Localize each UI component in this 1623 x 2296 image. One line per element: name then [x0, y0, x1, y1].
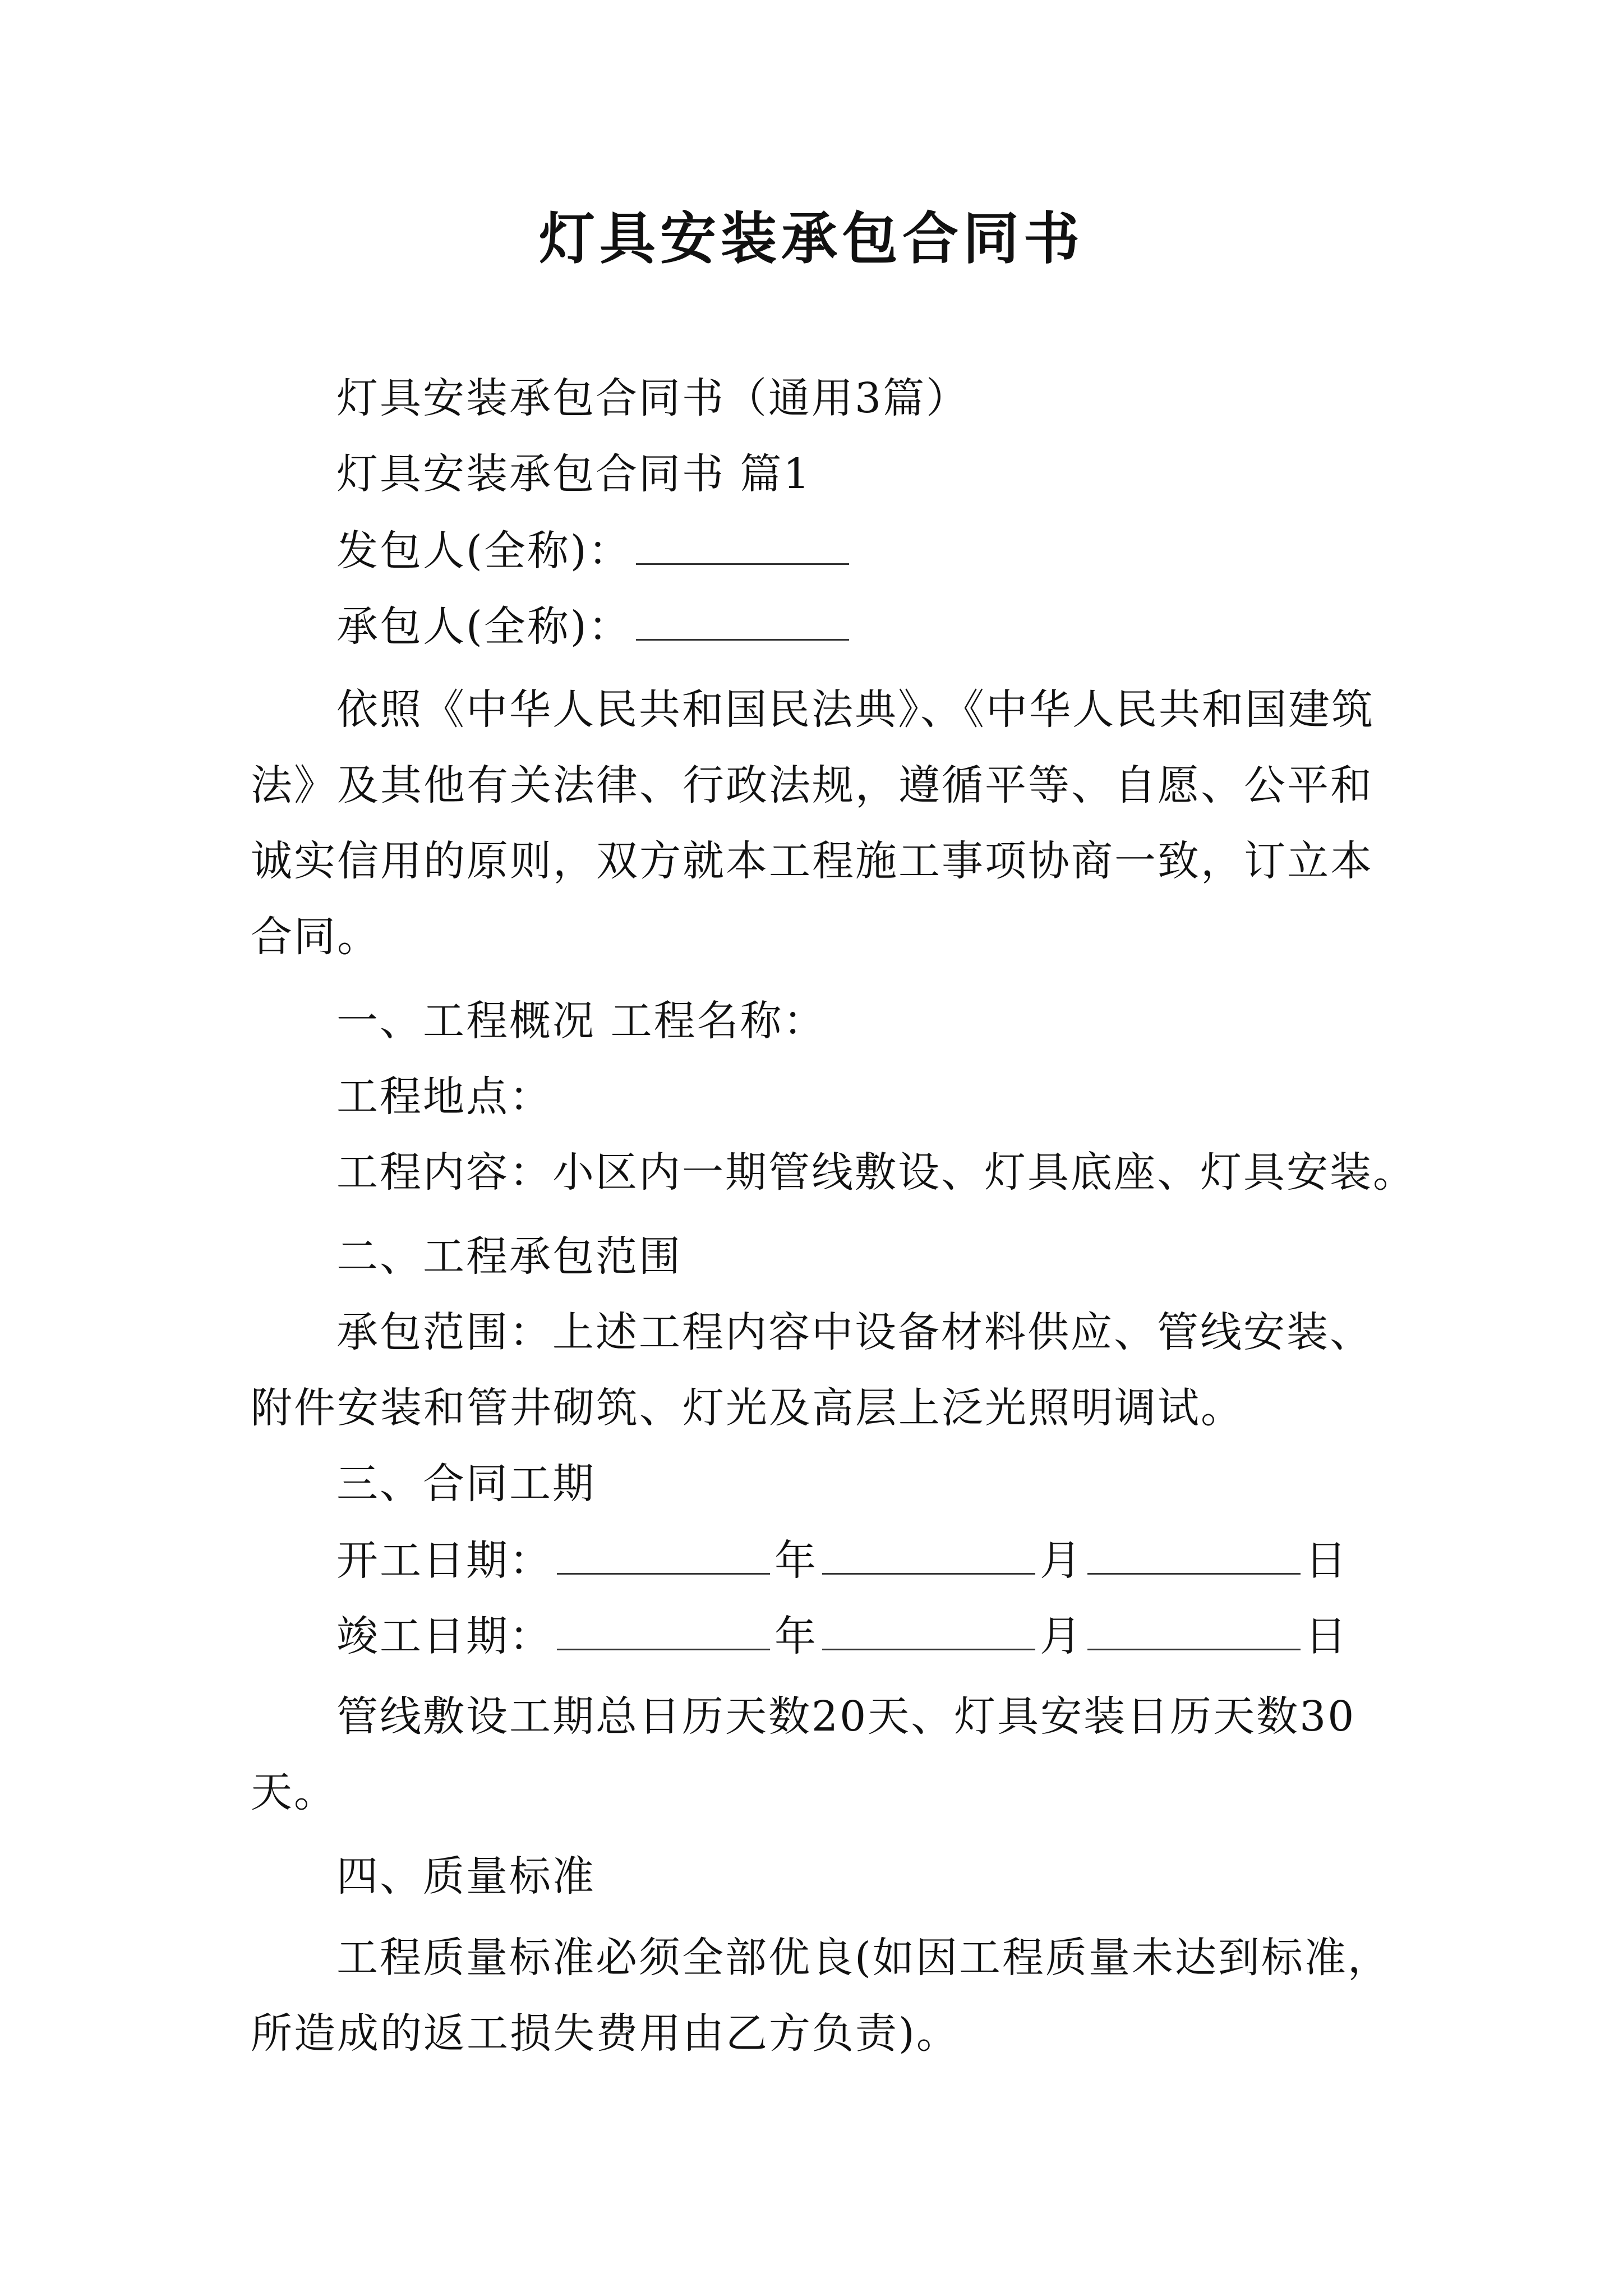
preamble-line: 依照《中华人民共和国民法典》、《中华人民共和国建筑 — [336, 685, 1375, 734]
section-4-heading: 四、质量标准 — [336, 1852, 596, 1901]
end-date-line — [336, 1607, 1348, 1664]
start-year-blank — [557, 1531, 770, 1575]
end-year-blank — [557, 1607, 770, 1650]
party-a-label: 发包人(全称)： — [336, 527, 631, 575]
section-2-heading: 二、工程承包范围 — [336, 1232, 682, 1281]
party-b-line — [336, 597, 854, 655]
year-unit: 年 — [774, 1536, 818, 1585]
start-date-line — [336, 1531, 1348, 1589]
duration-line: 管线敷设工期总日历天数20天、灯具安装日历天数30 — [336, 1692, 1356, 1741]
duration-line: 天。 — [251, 1768, 337, 1816]
party-a-line — [336, 522, 854, 579]
document-subtitle: 灯具安装承包合同书（通用3篇） — [336, 374, 970, 422]
document-title: 灯具安装承包合同书 — [539, 205, 1084, 272]
month-unit: 月 — [1040, 1536, 1083, 1585]
start-month-blank — [822, 1531, 1035, 1575]
start-day-blank — [1087, 1531, 1301, 1575]
party-b-label: 承包人(全称)： — [336, 602, 631, 651]
party-b-blank — [636, 597, 849, 641]
party-a-blank — [636, 522, 849, 565]
scope-line: 附件安装和管井砌筑、灯光及高层上泛光照明调试。 — [251, 1384, 1244, 1432]
scope-line: 承包范围：上述工程内容中设备材料供应、管线安装、 — [336, 1308, 1373, 1356]
part-heading: 灯具安装承包合同书 篇1 — [336, 450, 811, 498]
preamble-line: 诚实信用的原则，双方就本工程施工事项协商一致，订立本 — [251, 837, 1373, 885]
preamble-line: 合同。 — [251, 913, 380, 961]
end-month-blank — [822, 1607, 1035, 1650]
month-unit: 月 — [1040, 1612, 1083, 1660]
quality-line: 工程质量标准必须全部优良(如因工程质量未达到标准， — [336, 1934, 1391, 1982]
end-date-label: 竣工日期： — [336, 1612, 552, 1660]
project-location: 工程地点： — [336, 1073, 552, 1121]
day-unit: 日 — [1305, 1612, 1348, 1660]
year-unit: 年 — [774, 1612, 818, 1660]
end-day-blank — [1087, 1607, 1301, 1650]
project-content: 工程内容：小区内一期管线敷设、灯具底座、灯具安装。 — [336, 1148, 1416, 1197]
preamble-line: 法》及其他有关法律、行政法规，遵循平等、自愿、公平和 — [251, 761, 1373, 809]
start-date-label: 开工日期： — [336, 1536, 552, 1585]
section-3-heading: 三、合同工期 — [336, 1460, 596, 1508]
quality-line: 所造成的返工损失费用由乙方负责)。 — [251, 2009, 960, 2058]
section-1-heading: 一、工程概况 工程名称： — [336, 997, 827, 1045]
day-unit: 日 — [1305, 1536, 1348, 1585]
